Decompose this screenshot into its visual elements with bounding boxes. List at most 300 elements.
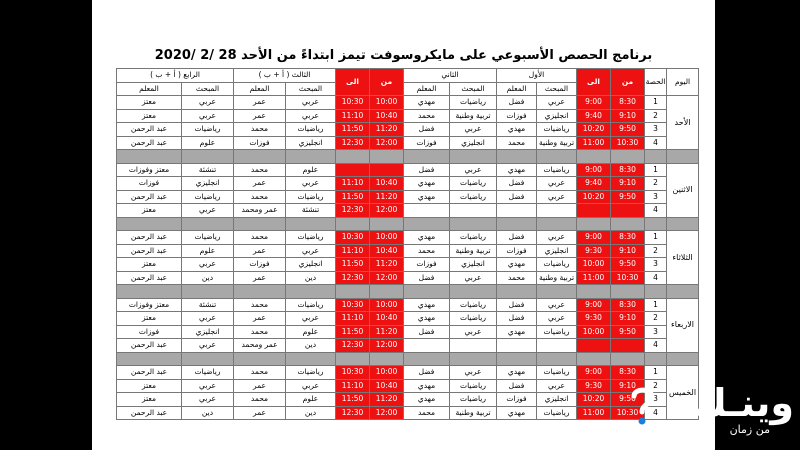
fourth-teacher: عبد الرحمن: [117, 231, 182, 245]
table-row: [117, 244, 699, 258]
third-subject: انجليزي: [286, 258, 336, 272]
third-teacher: عمر: [234, 177, 286, 191]
time-from: [611, 204, 645, 218]
third-subject: رياضيات: [286, 190, 336, 204]
third-teacher: محمد: [234, 393, 286, 407]
second-subject: عربي: [450, 271, 497, 285]
time-from-2: 12:00: [370, 406, 404, 420]
period-number: 2: [645, 379, 667, 393]
first-teacher: مهدي: [497, 163, 537, 177]
period-number: 1: [645, 366, 667, 380]
time-to: [577, 339, 611, 353]
separator-cell: [667, 352, 699, 366]
second-subject: رياضيات: [450, 231, 497, 245]
separator-cell: [667, 150, 699, 164]
time-from-2: 12:00: [370, 339, 404, 353]
fourth-subject: عربي: [182, 109, 234, 123]
fourth-subject: عربي: [182, 204, 234, 218]
period-number: 4: [645, 204, 667, 218]
day-separator-row: [117, 352, 699, 366]
separator-cell: [234, 352, 286, 366]
separator-cell: [450, 150, 497, 164]
third-teacher: محمد: [234, 123, 286, 137]
time-from-2: 10:00: [370, 366, 404, 380]
separator-cell: [404, 352, 450, 366]
period-number: 4: [645, 271, 667, 285]
second-teacher: مهدي: [404, 231, 450, 245]
second-teacher: مهدي: [404, 379, 450, 393]
first-subject: [537, 339, 577, 353]
fourth-teacher: عبد الرحمن: [117, 190, 182, 204]
period-number: 2: [645, 109, 667, 123]
third-subject: عربي: [286, 177, 336, 191]
table-row: [117, 366, 699, 380]
fourth-teacher: معتز: [117, 393, 182, 407]
third-teacher: عمر: [234, 96, 286, 110]
first-teacher: فضل: [497, 190, 537, 204]
second-teacher: فضل: [404, 325, 450, 339]
table-row: [117, 406, 699, 420]
second-teacher: مهدي: [404, 177, 450, 191]
third-teacher: محمد: [234, 190, 286, 204]
period-number: 3: [645, 190, 667, 204]
time-to: 9:00: [577, 298, 611, 312]
time-from-2: 12:00: [370, 204, 404, 218]
fourth-teacher: معتز وفوزات: [117, 298, 182, 312]
subheader-teacher: المعلم: [404, 82, 450, 96]
fourth-subject: تنشئة: [182, 163, 234, 177]
second-subject: رياضيات: [450, 312, 497, 326]
second-subject: انجليزي: [450, 136, 497, 150]
separator-cell: [645, 150, 667, 164]
day-name: الأحد: [667, 96, 699, 150]
first-teacher: فوزات: [497, 109, 537, 123]
first-teacher: فوزات: [497, 393, 537, 407]
header-period: الحصة: [645, 69, 667, 96]
second-teacher: مهدي: [404, 190, 450, 204]
table-row: [117, 231, 699, 245]
first-teacher: مهدي: [497, 406, 537, 420]
separator-cell: [182, 352, 234, 366]
second-subject: عربي: [450, 325, 497, 339]
separator-cell: [404, 285, 450, 299]
first-subject: عربي: [537, 312, 577, 326]
fourth-teacher: عبد الرحمن: [117, 406, 182, 420]
table-row: [117, 177, 699, 191]
subheader-subject: المبحث: [537, 82, 577, 96]
period-number: 4: [645, 406, 667, 420]
first-teacher: [497, 339, 537, 353]
third-subject: عربي: [286, 312, 336, 326]
subheader-teacher: المعلم: [497, 82, 537, 96]
period-number: 1: [645, 298, 667, 312]
time-from: 9:10: [611, 244, 645, 258]
first-teacher: محمد: [497, 136, 537, 150]
header-first: الأول: [497, 69, 577, 83]
first-subject: عربي: [537, 298, 577, 312]
third-teacher: فوزات: [234, 136, 286, 150]
first-subject: تربية وطنية: [537, 136, 577, 150]
time-from: 10:30: [611, 271, 645, 285]
separator-cell: [611, 352, 645, 366]
third-teacher: عمر: [234, 271, 286, 285]
time-from: 10:30: [611, 136, 645, 150]
time-to-2: 11:10: [336, 177, 370, 191]
subheader-subject: المبحث: [450, 82, 497, 96]
separator-cell: [497, 217, 537, 231]
separator-cell: [182, 150, 234, 164]
first-teacher: فضل: [497, 231, 537, 245]
separator-cell: [117, 150, 182, 164]
period-number: 1: [645, 163, 667, 177]
time-to-2: 10:30: [336, 366, 370, 380]
table-row: [117, 109, 699, 123]
first-teacher: [497, 204, 537, 218]
third-subject: رياضيات: [286, 366, 336, 380]
logo-text: وينـك: [692, 381, 794, 425]
second-subject: تربية وطنية: [450, 406, 497, 420]
time-from: 8:30: [611, 366, 645, 380]
table-row: [117, 204, 699, 218]
watermark-logo: [622, 378, 800, 450]
time-to: 11:00: [577, 406, 611, 420]
third-subject: عربي: [286, 379, 336, 393]
first-teacher: مهدي: [497, 366, 537, 380]
second-teacher: فوزات: [404, 136, 450, 150]
first-subject: رياضيات: [537, 258, 577, 272]
header-to-2: الى: [336, 69, 370, 96]
table-row: [117, 190, 699, 204]
time-from-2: 10:40: [370, 312, 404, 326]
subheader-teacher: المعلم: [234, 82, 286, 96]
table-row: [117, 258, 699, 272]
table-row: [117, 339, 699, 353]
time-from-2: 10:00: [370, 96, 404, 110]
second-subject: رياضيات: [450, 96, 497, 110]
table-row: [117, 163, 699, 177]
separator-cell: [611, 285, 645, 299]
period-number: 3: [645, 393, 667, 407]
separator-cell: [234, 150, 286, 164]
separator-cell: [182, 217, 234, 231]
time-to: 9:40: [577, 177, 611, 191]
time-from: 9:50: [611, 123, 645, 137]
period-number: 3: [645, 325, 667, 339]
first-subject: عربي: [537, 379, 577, 393]
time-to: 10:20: [577, 393, 611, 407]
time-from: 9:10: [611, 379, 645, 393]
time-to: 9:00: [577, 231, 611, 245]
time-to-2: 10:30: [336, 298, 370, 312]
table-row: [117, 271, 699, 285]
time-from-2: 11:20: [370, 393, 404, 407]
third-teacher: عمر: [234, 379, 286, 393]
separator-cell: [497, 352, 537, 366]
time-from-2: 10:40: [370, 244, 404, 258]
fourth-subject: عربي: [182, 379, 234, 393]
header-from: من: [611, 69, 645, 96]
time-to: 9:00: [577, 96, 611, 110]
day-separator-row: [117, 217, 699, 231]
logo-subtext: من زمان: [729, 423, 770, 436]
time-to-2: 10:30: [336, 231, 370, 245]
page-title: برنامج الحصص الأسبوعي على مايكروسوفت تيمز ابتداءً من الأحد 28 /2 /2020: [154, 48, 653, 63]
time-from: 10:30: [611, 406, 645, 420]
third-subject: رياضيات: [286, 298, 336, 312]
time-from-2: 10:00: [370, 298, 404, 312]
fourth-teacher: عبد الرحمن: [117, 366, 182, 380]
time-to: 10:00: [577, 258, 611, 272]
third-subject: دين: [286, 406, 336, 420]
time-to: 9:00: [577, 163, 611, 177]
separator-cell: [537, 352, 577, 366]
time-from-2: 12:00: [370, 136, 404, 150]
third-subject: عربي: [286, 109, 336, 123]
time-from: 9:10: [611, 177, 645, 191]
second-teacher: فوزات: [404, 258, 450, 272]
first-subject: رياضيات: [537, 366, 577, 380]
time-from: [611, 339, 645, 353]
day-separator-row: [117, 150, 699, 164]
separator-cell: [336, 352, 370, 366]
fourth-teacher: معتز: [117, 96, 182, 110]
first-subject: [537, 204, 577, 218]
fourth-subject: انجليزي: [182, 325, 234, 339]
second-teacher: فضل: [404, 271, 450, 285]
fourth-teacher: عبد الرحمن: [117, 244, 182, 258]
separator-cell: [370, 217, 404, 231]
time-from-2: 10:40: [370, 109, 404, 123]
second-teacher: محمد: [404, 406, 450, 420]
separator-cell: [611, 217, 645, 231]
time-to-2: 12:30: [336, 136, 370, 150]
time-to-2: 11:50: [336, 325, 370, 339]
second-teacher: مهدي: [404, 96, 450, 110]
first-subject: انجليزي: [537, 393, 577, 407]
separator-cell: [286, 217, 336, 231]
second-subject: عربي: [450, 366, 497, 380]
table-row: [117, 96, 699, 110]
time-to-2: 12:30: [336, 339, 370, 353]
separator-cell: [336, 150, 370, 164]
second-teacher: [404, 204, 450, 218]
separator-cell: [645, 217, 667, 231]
schedule-table: [116, 68, 699, 420]
day-name: الاربعاء: [667, 298, 699, 352]
day-name: الاثنين: [667, 163, 699, 217]
separator-cell: [537, 285, 577, 299]
separator-cell: [117, 217, 182, 231]
table-row: [117, 136, 699, 150]
third-subject: علوم: [286, 393, 336, 407]
time-to-2: 11:50: [336, 123, 370, 137]
separator-cell: [234, 285, 286, 299]
first-teacher: فضل: [497, 96, 537, 110]
first-subject: عربي: [537, 177, 577, 191]
time-from: 9:50: [611, 393, 645, 407]
fourth-subject: دين: [182, 406, 234, 420]
first-teacher: مهدي: [497, 258, 537, 272]
second-subject: رياضيات: [450, 379, 497, 393]
third-teacher: محمد: [234, 163, 286, 177]
header-third: الثالث ( أ + ب ): [234, 69, 336, 83]
third-subject: انجليزي: [286, 136, 336, 150]
first-subject: تربية وطنية: [537, 271, 577, 285]
third-teacher: محمد: [234, 231, 286, 245]
header-fourth: الرابع ( أ + ب ): [117, 69, 234, 83]
fourth-subject: دين: [182, 271, 234, 285]
header-from-2: من: [370, 69, 404, 96]
day-separator-row: [117, 285, 699, 299]
time-from: 8:30: [611, 298, 645, 312]
time-from: 9:50: [611, 190, 645, 204]
time-to-2: [336, 163, 370, 177]
second-subject: رياضيات: [450, 393, 497, 407]
second-subject: عربي: [450, 163, 497, 177]
separator-cell: [370, 150, 404, 164]
period-number: 1: [645, 231, 667, 245]
question-mark-icon: [628, 386, 656, 426]
time-from: 9:10: [611, 312, 645, 326]
separator-cell: [286, 285, 336, 299]
time-from: 8:30: [611, 96, 645, 110]
first-teacher: فضل: [497, 177, 537, 191]
time-from: 8:30: [611, 163, 645, 177]
separator-cell: [450, 285, 497, 299]
fourth-teacher: عبد الرحمن: [117, 136, 182, 150]
first-teacher: مهدي: [497, 123, 537, 137]
third-teacher: عمر: [234, 109, 286, 123]
separator-cell: [611, 150, 645, 164]
time-from: 8:30: [611, 231, 645, 245]
header-second: الثاني: [404, 69, 497, 83]
second-subject: عربي: [450, 123, 497, 137]
time-to: 10:20: [577, 123, 611, 137]
period-number: 2: [645, 244, 667, 258]
fourth-teacher: فوزات: [117, 325, 182, 339]
separator-cell: [117, 352, 182, 366]
separator-cell: [336, 217, 370, 231]
time-to-2: 12:30: [336, 204, 370, 218]
second-teacher: مهدي: [404, 393, 450, 407]
separator-cell: [577, 150, 611, 164]
time-to-2: 11:50: [336, 258, 370, 272]
second-subject: تربية وطنية: [450, 109, 497, 123]
separator-cell: [497, 285, 537, 299]
second-teacher: فضل: [404, 366, 450, 380]
fourth-teacher: معتز وفوزات: [117, 163, 182, 177]
separator-cell: [577, 285, 611, 299]
subheader-teacher: المعلم: [117, 82, 182, 96]
time-to: 9:40: [577, 109, 611, 123]
third-subject: تنشئة: [286, 204, 336, 218]
separator-cell: [645, 352, 667, 366]
first-subject: انجليزي: [537, 109, 577, 123]
second-teacher: فضل: [404, 123, 450, 137]
third-teacher: محمد: [234, 298, 286, 312]
time-to: 10:20: [577, 190, 611, 204]
time-from-2: 11:20: [370, 123, 404, 137]
first-teacher: فضل: [497, 379, 537, 393]
table-row: [117, 379, 699, 393]
time-from: 9:10: [611, 109, 645, 123]
third-teacher: محمد: [234, 366, 286, 380]
fourth-subject: عربي: [182, 96, 234, 110]
second-teacher: محمد: [404, 244, 450, 258]
separator-cell: [497, 150, 537, 164]
time-to-2: 10:30: [336, 96, 370, 110]
time-to: 10:00: [577, 325, 611, 339]
second-subject: تربية وطنية: [450, 244, 497, 258]
time-to-2: 11:50: [336, 393, 370, 407]
first-teacher: فضل: [497, 298, 537, 312]
fourth-subject: عربي: [182, 258, 234, 272]
fourth-subject: رياضيات: [182, 231, 234, 245]
table-row: [117, 312, 699, 326]
second-teacher: محمد: [404, 109, 450, 123]
separator-cell: [667, 285, 699, 299]
fourth-subject: رياضيات: [182, 190, 234, 204]
first-teacher: فوزات: [497, 244, 537, 258]
time-to: 9:00: [577, 366, 611, 380]
third-subject: رياضيات: [286, 123, 336, 137]
fourth-subject: انجليزي: [182, 177, 234, 191]
separator-cell: [370, 352, 404, 366]
table-row: [117, 325, 699, 339]
time-to: 9:30: [577, 379, 611, 393]
first-subject: رياضيات: [537, 325, 577, 339]
table-row: [117, 123, 699, 137]
fourth-teacher: معتز: [117, 204, 182, 218]
fourth-teacher: عبد الرحمن: [117, 271, 182, 285]
first-teacher: فضل: [497, 312, 537, 326]
second-teacher: مهدي: [404, 312, 450, 326]
fourth-teacher: عبد الرحمن: [117, 123, 182, 137]
time-to-2: 12:30: [336, 406, 370, 420]
time-to-2: 12:30: [336, 271, 370, 285]
third-subject: علوم: [286, 163, 336, 177]
separator-cell: [404, 150, 450, 164]
fourth-subject: عربي: [182, 339, 234, 353]
time-from-2: [370, 163, 404, 177]
fourth-subject: علوم: [182, 244, 234, 258]
fourth-subject: عربي: [182, 393, 234, 407]
day-name: الخميس: [667, 366, 699, 420]
period-number: 2: [645, 312, 667, 326]
third-teacher: عمر ومحمد: [234, 339, 286, 353]
time-from-2: 10:40: [370, 177, 404, 191]
separator-cell: [450, 352, 497, 366]
first-subject: عربي: [537, 96, 577, 110]
time-from: 9:50: [611, 325, 645, 339]
time-to: 9:30: [577, 244, 611, 258]
fourth-subject: علوم: [182, 136, 234, 150]
header-to: الى: [577, 69, 611, 96]
separator-cell: [117, 285, 182, 299]
time-from-2: 11:20: [370, 325, 404, 339]
separator-cell: [450, 217, 497, 231]
first-teacher: محمد: [497, 271, 537, 285]
third-teacher: عمر: [234, 406, 286, 420]
time-from-2: 11:20: [370, 258, 404, 272]
time-to-2: 11:10: [336, 379, 370, 393]
fourth-subject: رياضيات: [182, 366, 234, 380]
first-subject: عربي: [537, 231, 577, 245]
time-from-2: 10:40: [370, 379, 404, 393]
second-teacher: مهدي: [404, 298, 450, 312]
time-from-2: 10:00: [370, 231, 404, 245]
separator-cell: [336, 285, 370, 299]
